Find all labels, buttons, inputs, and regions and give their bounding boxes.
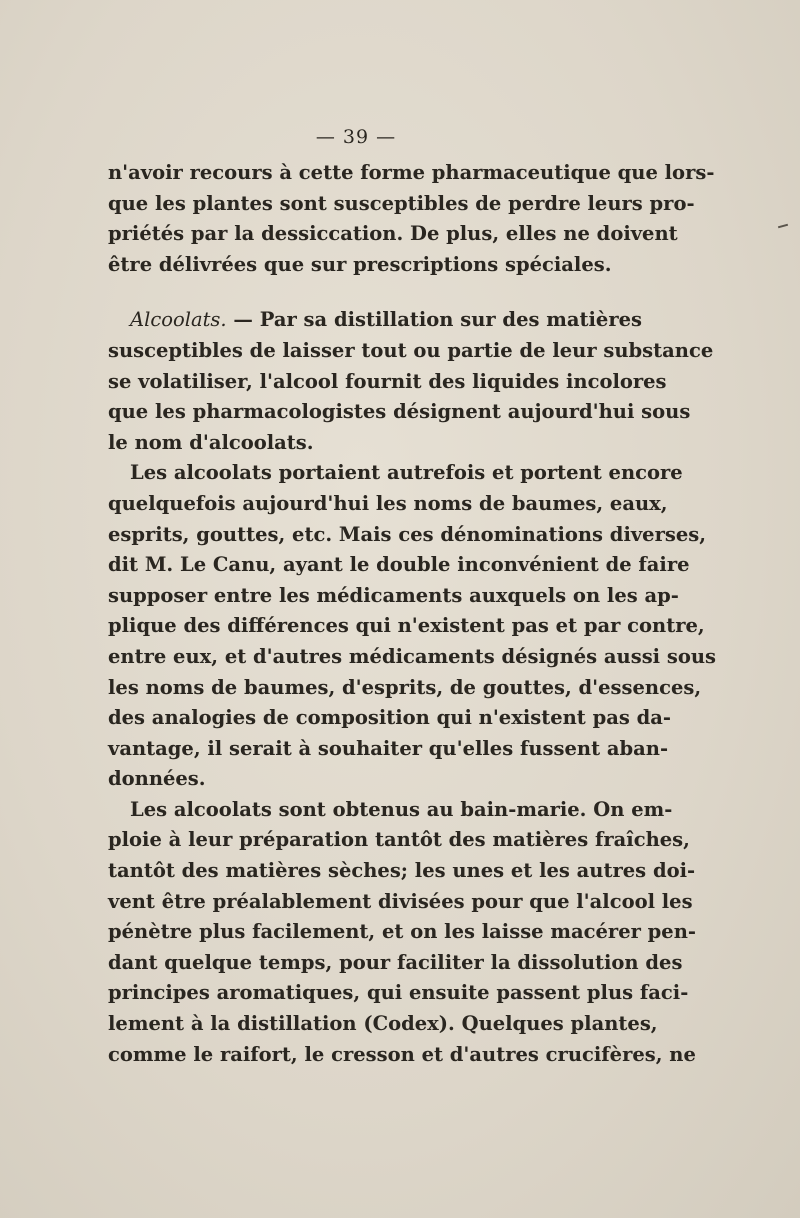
text-line: les noms de baumes, d'esprits, de gouttes, d'essences, xyxy=(108,675,702,699)
text-line: le nom d'alcoolats. xyxy=(108,430,314,454)
text-line: n'avoir recours à cette forme pharmaceutique que lors- xyxy=(108,161,715,184)
text-line: ploie à leur préparation tantôt des matières fraîches, xyxy=(108,828,690,852)
text-line: vantage, il serait à souhaiter qu'elles fussent aban- xyxy=(108,736,669,760)
text-line: vent être préalablement divisées pour que l'alcool les xyxy=(108,889,693,913)
margin-mark xyxy=(778,224,788,229)
text-line: que les pharmacologistes désignent aujourd'hui sous xyxy=(108,400,691,424)
text-line: principes aromatiques, qui ensuite passent plus faci- xyxy=(108,981,689,1005)
page-number: — 39 — xyxy=(315,126,397,148)
body-text xyxy=(108,158,717,1070)
text-line: pénètre plus facilement, et on les laisse macérer pen- xyxy=(108,920,696,944)
text-line: plique des différences qui n'existent pas et par contre, xyxy=(108,614,705,638)
text-line: entre eux, et d'autres médicaments désignés aussi sous xyxy=(108,644,717,668)
section-heading: Alcoolats. xyxy=(130,308,227,332)
text-line: priétés par la dessiccation. De plus, elles ne doivent xyxy=(108,222,678,246)
text-line xyxy=(108,305,642,336)
text-line: tantôt des matières sèches; les unes et les autres doi- xyxy=(108,859,696,883)
text-line: quelquefois aujourd'hui les noms de baumes, eaux, xyxy=(108,491,668,515)
paragraph-4 xyxy=(108,795,696,1070)
text-line: susceptibles de laisser tout ou partie de leur substance xyxy=(108,338,714,362)
text-line: être délivrées que sur prescriptions spéciales. xyxy=(108,252,612,276)
text-line: esprits, gouttes, etc. Mais ces dénominations diverses, xyxy=(108,522,707,546)
text-line: données. xyxy=(108,767,206,791)
paragraph-alcoolats xyxy=(108,305,714,458)
text-line: que les plantes sont susceptibles de perdre leurs pro- xyxy=(108,191,695,215)
paragraph-3 xyxy=(108,458,717,795)
text-line: Les alcoolats portaient autrefois et portent encore xyxy=(130,461,683,485)
text-line: dit M. Le Canu, ayant le double inconvénient de faire xyxy=(108,553,690,577)
heading-continuation: — Par sa distillation sur des matières xyxy=(226,308,642,332)
text-line: lement à la distillation (Codex). Quelques plantes, xyxy=(108,1012,658,1036)
text-line: des analogies de composition qui n'existent pas da- xyxy=(108,706,672,730)
text-line: comme le raifort, le cresson et d'autres crucifères, ne xyxy=(108,1042,696,1066)
text-line: supposer entre les médicaments auxquels on les ap- xyxy=(108,583,679,607)
text-line: Les alcoolats sont obtenus au bain-marie. On em- xyxy=(130,797,673,821)
text-line: dant quelque temps, pour faciliter la dissolution des xyxy=(108,950,683,974)
text-line: se volatiliser, l'alcool fournit des liquides incolores xyxy=(108,369,667,393)
paragraph-1 xyxy=(108,158,715,280)
